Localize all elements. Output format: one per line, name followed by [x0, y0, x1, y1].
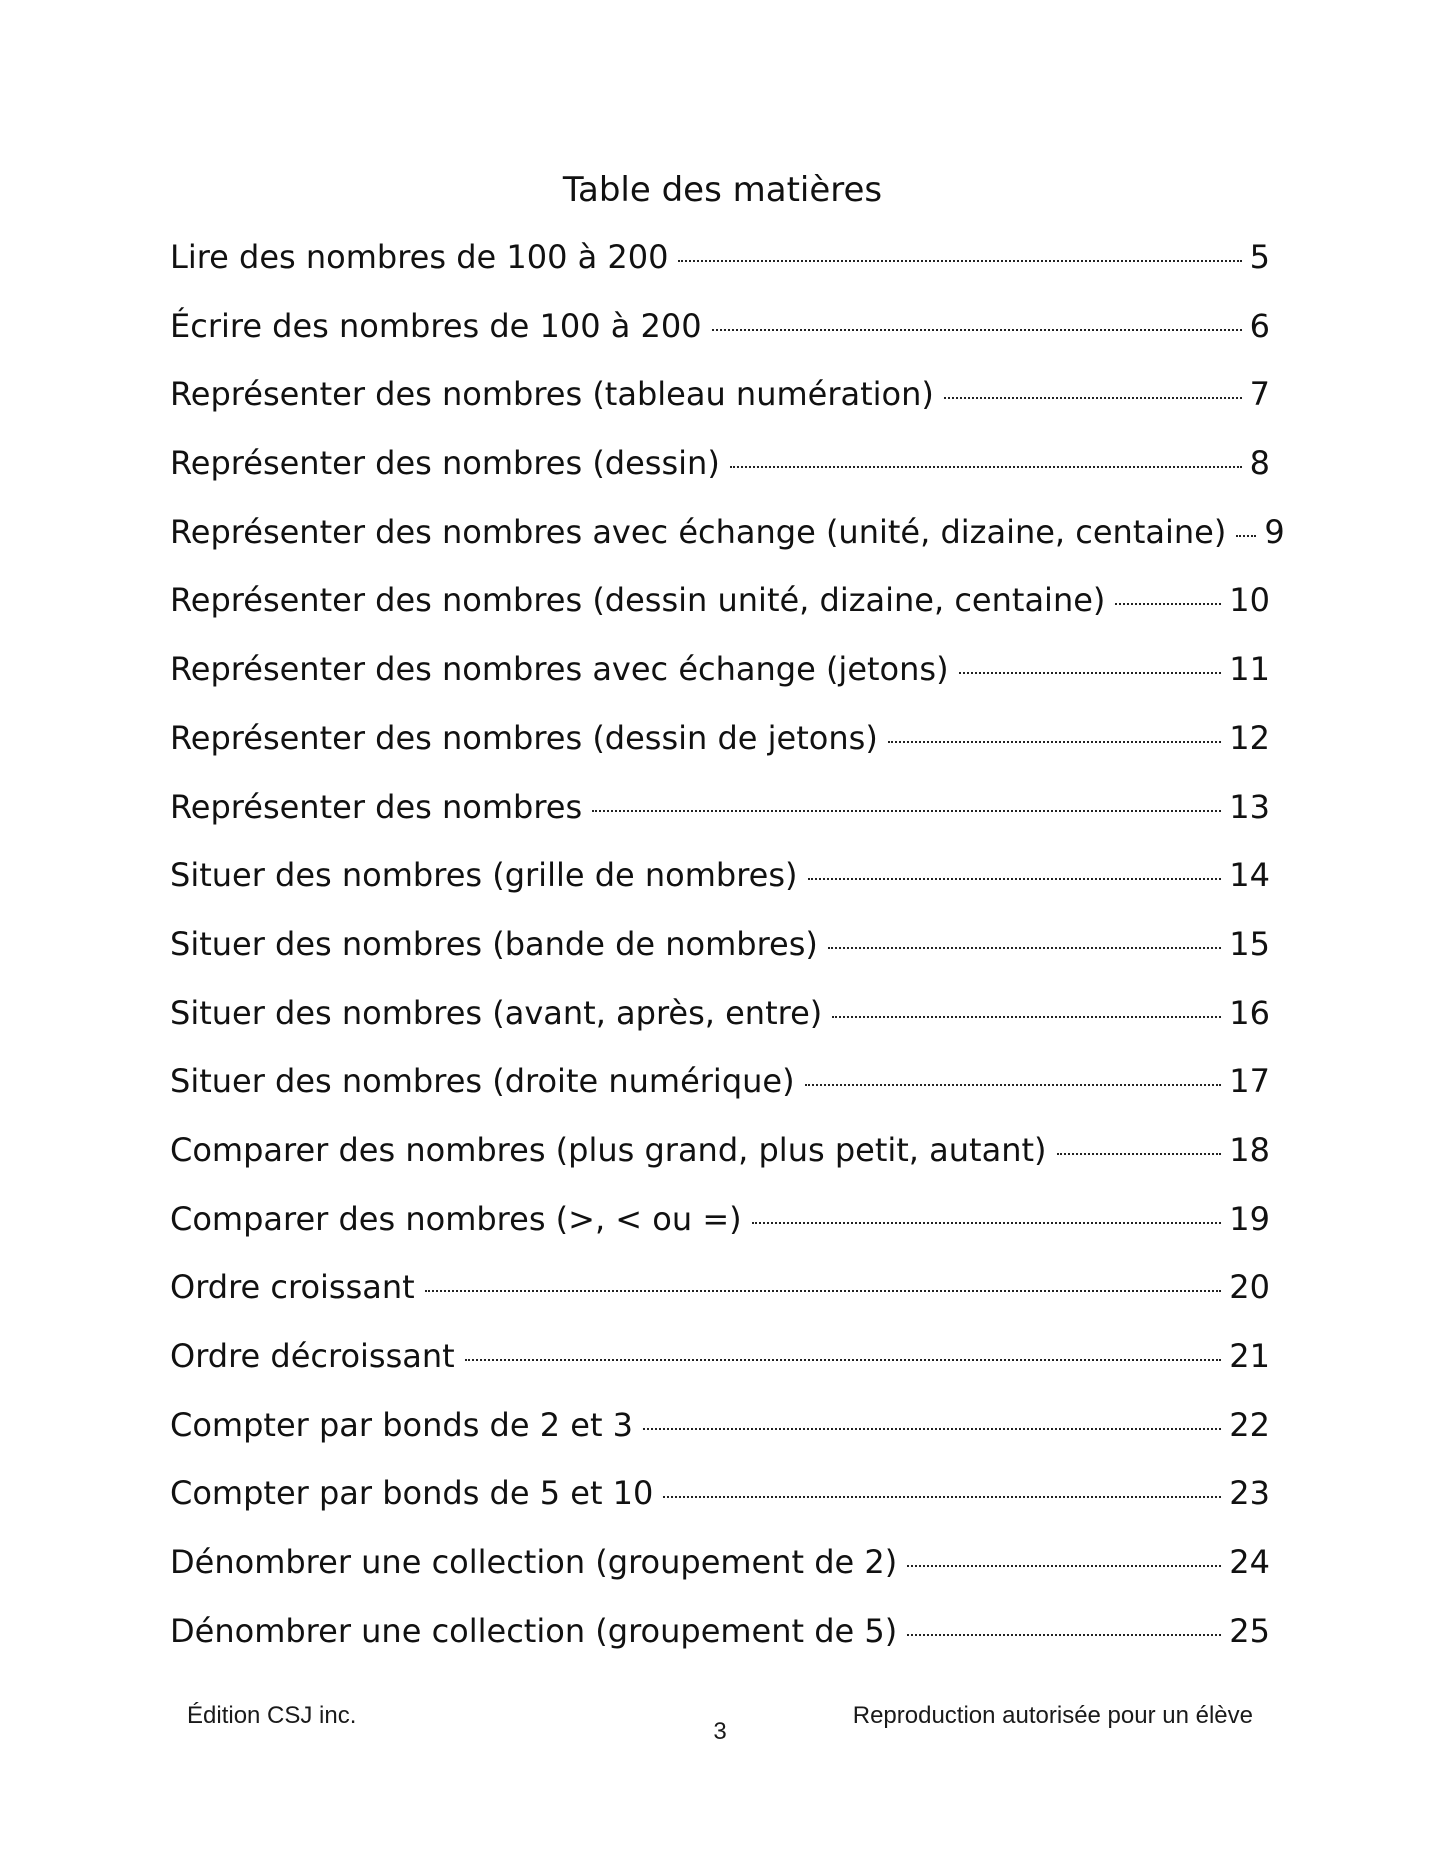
- toc-dot-leader: [828, 947, 1221, 949]
- toc-dot-leader: [1115, 603, 1221, 605]
- footer-page-number: 3: [713, 1718, 727, 1745]
- toc-entry: [170, 443, 1270, 512]
- toc-dot-leader: [907, 1634, 1221, 1636]
- toc-dot-leader: [832, 1016, 1221, 1018]
- toc-entry-label: Ordre croissant: [170, 1268, 415, 1307]
- toc-entry: [170, 374, 1270, 443]
- toc-entry-label: Compter par bonds de 2 et 3: [170, 1405, 634, 1444]
- toc-entry: [170, 1267, 1270, 1336]
- toc-entry-label: Dénombrer une collection (groupement de 5): [170, 1611, 898, 1650]
- toc-entry: [170, 993, 1270, 1062]
- toc-entry: [170, 1336, 1270, 1405]
- toc-dot-leader: [712, 329, 1242, 331]
- toc-entry-page: 11: [1229, 650, 1270, 689]
- toc-dot-leader: [678, 260, 1241, 262]
- toc-entry-page: 22: [1229, 1405, 1270, 1444]
- toc-entry-page: 23: [1229, 1474, 1270, 1513]
- toc-entry-page: 15: [1229, 924, 1270, 963]
- toc-dot-leader: [805, 1084, 1222, 1086]
- footer-reproduction-notice: Reproduction autorisée pour un élève: [852, 1702, 1253, 1729]
- toc-entry: [170, 924, 1270, 993]
- toc-entry-page: 19: [1229, 1199, 1270, 1238]
- toc-entry: [170, 1611, 1270, 1680]
- toc-entry: [170, 1130, 1270, 1199]
- toc-dot-leader: [730, 466, 1242, 468]
- toc-entry-page: 9: [1264, 512, 1285, 551]
- toc-entry-page: 18: [1229, 1130, 1270, 1169]
- toc-entry: [170, 1542, 1270, 1611]
- toc-entry-label: Lire des nombres de 100 à 200: [170, 238, 669, 276]
- toc-entry-label: Comparer des nombres (plus grand, plus petit, autant): [170, 1130, 1047, 1169]
- toc-dot-leader: [465, 1359, 1222, 1361]
- toc-dot-leader: [944, 397, 1242, 399]
- toc-entry-label: Représenter des nombres avec échange (jetons): [170, 650, 949, 689]
- toc-dot-leader: [425, 1290, 1222, 1292]
- toc-entry-label: Représenter des nombres (dessin de jetons): [170, 718, 878, 757]
- toc-entry-page: 12: [1229, 718, 1270, 757]
- toc-dot-leader: [1057, 1153, 1222, 1155]
- toc-entry-label: Dénombrer une collection (groupement de 2): [170, 1543, 898, 1582]
- toc-dot-leader: [592, 810, 1221, 812]
- toc-entry-page: 7: [1249, 375, 1270, 414]
- toc-dot-leader: [808, 878, 1222, 880]
- page-title: Table des matières: [562, 170, 883, 210]
- toc-dot-leader: [959, 672, 1222, 674]
- toc-dot-leader: [1236, 535, 1256, 537]
- toc-dot-leader: [643, 1428, 1221, 1430]
- toc-entry-label: Comparer des nombres (>, < ou =): [170, 1199, 742, 1238]
- toc-entry: [170, 580, 1270, 649]
- toc-entry-page: 8: [1249, 444, 1270, 483]
- toc-entry-label: Situer des nombres (avant, après, entre): [170, 993, 823, 1032]
- toc-entry-page: 5: [1249, 238, 1270, 276]
- toc-entry-label: Situer des nombres (bande de nombres): [170, 924, 818, 963]
- toc-entry-label: Écrire des nombres de 100 à 200: [170, 306, 702, 345]
- toc-entry-page: 21: [1229, 1337, 1270, 1375]
- table-of-contents: [170, 237, 1285, 1679]
- toc-dot-leader: [752, 1222, 1222, 1224]
- toc-entry-label: Compter par bonds de 5 et 10: [170, 1474, 654, 1513]
- toc-entry-page: 17: [1229, 1062, 1270, 1101]
- toc-entry-label: Représenter des nombres avec échange (unité, dizaine, centaine): [170, 512, 1227, 551]
- toc-entry: [170, 1473, 1270, 1542]
- toc-entry-label: Situer des nombres (grille de nombres): [170, 856, 798, 895]
- toc-entry-label: Représenter des nombres (tableau numération): [170, 375, 934, 414]
- toc-entry-label: Représenter des nombres (dessin unité, dizaine, centaine): [170, 581, 1106, 620]
- toc-entry: [170, 1199, 1270, 1268]
- toc-dot-leader: [888, 741, 1221, 743]
- toc-entry-page: 24: [1229, 1543, 1270, 1582]
- toc-entry-label: Situer des nombres (droite numérique): [170, 1062, 795, 1101]
- toc-dot-leader: [907, 1565, 1221, 1567]
- toc-entry: [170, 1405, 1270, 1474]
- toc-entry: [170, 1061, 1270, 1130]
- toc-entry-page: 6: [1249, 306, 1270, 345]
- toc-entry: [170, 718, 1270, 787]
- toc-entry: [170, 237, 1270, 306]
- toc-dot-leader: [663, 1496, 1221, 1498]
- toc-entry-page: 14: [1229, 856, 1270, 895]
- toc-entry-page: 25: [1229, 1611, 1270, 1650]
- toc-entry-label: Ordre décroissant: [170, 1337, 455, 1375]
- toc-entry-page: 10: [1229, 581, 1270, 620]
- toc-entry: [170, 649, 1270, 718]
- toc-entry: [170, 787, 1270, 856]
- toc-entry-page: 16: [1229, 993, 1270, 1032]
- toc-entry-label: Représenter des nombres (dessin): [170, 444, 720, 483]
- toc-entry-page: 13: [1229, 787, 1270, 826]
- toc-entry-label: Représenter des nombres: [170, 787, 583, 826]
- toc-entry: [170, 855, 1270, 924]
- toc-entry: [170, 512, 1285, 581]
- footer-publisher: Édition CSJ inc.: [187, 1702, 357, 1729]
- toc-entry: [170, 306, 1270, 375]
- toc-entry-page: 20: [1229, 1268, 1270, 1307]
